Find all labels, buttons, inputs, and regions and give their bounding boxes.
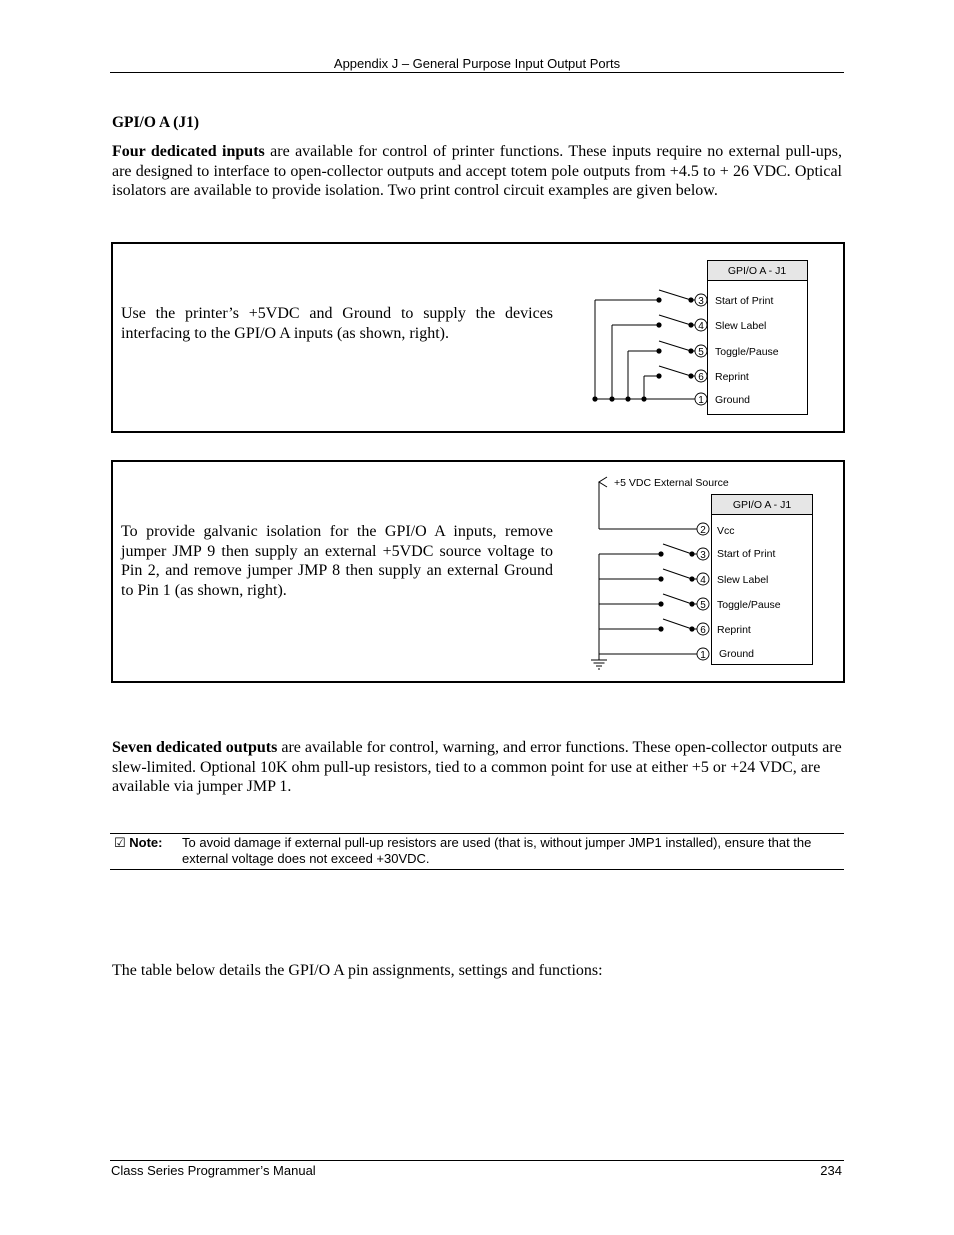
pin-row-ground (599, 648, 754, 661)
footer-page-number: 234 (820, 1163, 842, 1178)
pin-label: Reprint (715, 371, 749, 383)
intro-paragraph (112, 142, 842, 201)
pin-label: Ground (719, 648, 755, 660)
pin-label: Vcc (717, 525, 735, 537)
pin-label: Start of Print (717, 548, 776, 560)
pin-number: 3 (700, 550, 706, 561)
pin-row-reprint (599, 619, 751, 636)
external-source-label: +5 VDC External Source (614, 477, 729, 489)
section-heading: GPI/O A (J1) (112, 114, 199, 131)
pin-label: Toggle/Pause (715, 346, 779, 358)
box1-description: Use the printer’s +5VDC and Ground to supply the devices interfacing to the GPI/O A inputs (as shown, right). (121, 305, 553, 342)
pin-row-vcc (697, 523, 735, 537)
table-intro-text: The table below details the GPI/O A pin assignments, settings and functions: (112, 962, 603, 979)
intro-bold: Four dedicated inputs (112, 143, 265, 160)
circuit-diagram-2 (560, 468, 830, 678)
pin-number: 1 (700, 650, 706, 661)
pin-row-toggle-pause (599, 594, 781, 611)
pin-number: 5 (700, 600, 706, 611)
pin-row-start-of-print (599, 544, 775, 561)
connector-title: GPI/O A - J1 (727, 265, 787, 277)
pin-number: 5 (698, 347, 704, 358)
page-header-title: Appendix J – General Purpose Input Output Ports (333, 56, 621, 71)
pin-number: 6 (700, 625, 706, 636)
header-rule (110, 72, 844, 73)
pin-number: 2 (700, 525, 706, 536)
note-text: To avoid damage if external pull-up resistors are used (that is, without jumper JMP1 installed), ensure that the external voltage does not exceed +30VDC. (182, 835, 812, 866)
box2-description: To provide galvanic isolation for the GPI/O A inputs, remove jumper JMP 9 then supply an external +5VDC source voltage to Pin 2, and remove jumper JMP 8 then supply an external Ground to Pin 1 (as shown, right). (121, 523, 553, 599)
circuit-diagram-1 (560, 250, 820, 425)
pin-row-slew-label (599, 569, 768, 586)
pin-number: 1 (698, 395, 704, 406)
pin-label: Toggle/Pause (717, 599, 781, 611)
intro-text: are available for control of printer functions. These inputs require no external pull-ups, are designed to interface to open-collector outputs and accept totem pole outputs from +4.5 to + 26 VDC. Optical isolators are available to provide isolation. Two print control circuit examples are given below. (112, 143, 843, 200)
note-rule-bottom (110, 869, 844, 870)
pin-label: Ground (715, 394, 751, 406)
outputs-paragraph (112, 738, 842, 797)
connector-title: GPI/O A - J1 (732, 499, 792, 511)
footer-rule (110, 1160, 844, 1161)
pin-row-ground (595, 393, 750, 406)
pin-number: 3 (698, 296, 704, 307)
pin-label: Slew Label (717, 574, 769, 586)
pin-label: Reprint (717, 624, 751, 636)
pin-number: 4 (698, 321, 704, 332)
ground-icon (591, 654, 607, 669)
footer-manual-title: Class Series Programmer’s Manual (111, 1163, 316, 1178)
note-label: ☑ Note: (114, 835, 163, 850)
pin-row-slew-label (609, 315, 766, 402)
pin-label: Slew Label (715, 320, 767, 332)
outputs-text: are available for control, warning, and error functions. These open-collector outputs are slew-limited. Optional 10K ohm pull-up resistors, tied to a common point for use at either +5 or +24 VDC, are available via jumper JMP 1. (112, 739, 842, 796)
pin-label: Start of Print (715, 295, 774, 307)
pin-number: 4 (700, 575, 706, 586)
pin-number: 6 (698, 372, 704, 383)
note-rule-top (110, 833, 844, 834)
outputs-bold: Seven dedicated outputs (112, 739, 278, 756)
